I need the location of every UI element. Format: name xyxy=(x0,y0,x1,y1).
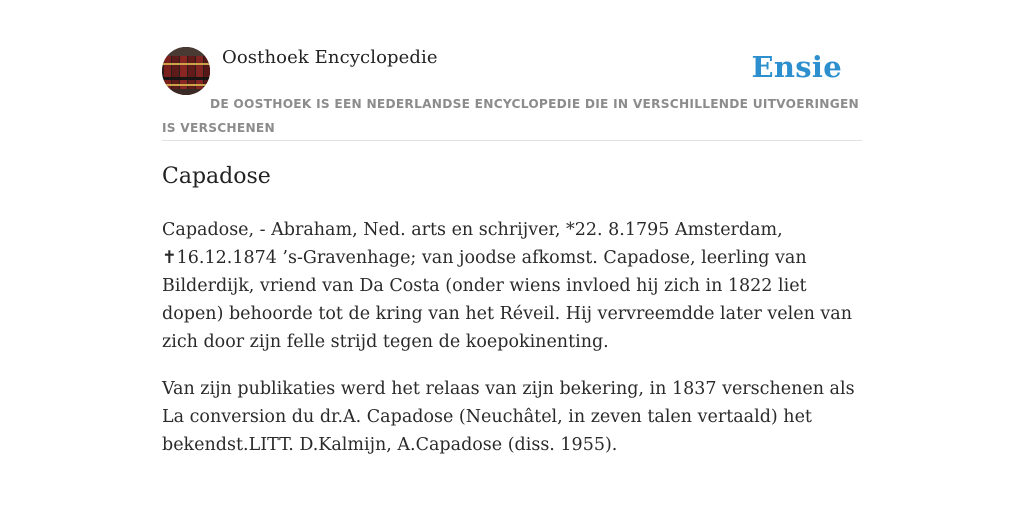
article-paragraph: Capadose, - Abraham, Ned. arts en schrijver, *22. 8.1795 Amsterdam, ✝16.12.1874 ’s-Gravenhage; van joodse afkomst. Capadose, leerling van Bilderdijk, vriend van Da Costa (onder wiens invloed hij zich in 1822 liet dopen) behoorde tot de kring van het Réveil. Hij vervreemdde later velen van zich door zijn felle strijd tegen de koepokinenting. xyxy=(162,220,853,352)
ensie-logo[interactable]: Ensie xyxy=(751,50,842,84)
source-tagline: DE OOSTHOEK IS EEN NEDERLANDSE ENCYCLOPEDIE DIE IN VERSCHILLENDE UITVOERINGEN IS VERSCHENEN xyxy=(162,97,859,135)
article-title: Capadose xyxy=(162,164,271,189)
source-name-link[interactable]: Oosthoek Encyclopedie xyxy=(222,47,438,68)
article-paragraph: Van zijn publikaties werd het relaas van zijn bekering, in 1837 verschenen als La conversion du dr.A. Capadose (Neuchâtel, in zeven talen vertaald) het bekendst.LITT. D.Kalmijn, A.Capadose (diss. 1955). xyxy=(162,379,855,455)
source-header xyxy=(162,46,862,141)
source-avatar[interactable] xyxy=(162,47,210,95)
article-body xyxy=(162,216,862,478)
book-spines-icon xyxy=(162,47,210,95)
